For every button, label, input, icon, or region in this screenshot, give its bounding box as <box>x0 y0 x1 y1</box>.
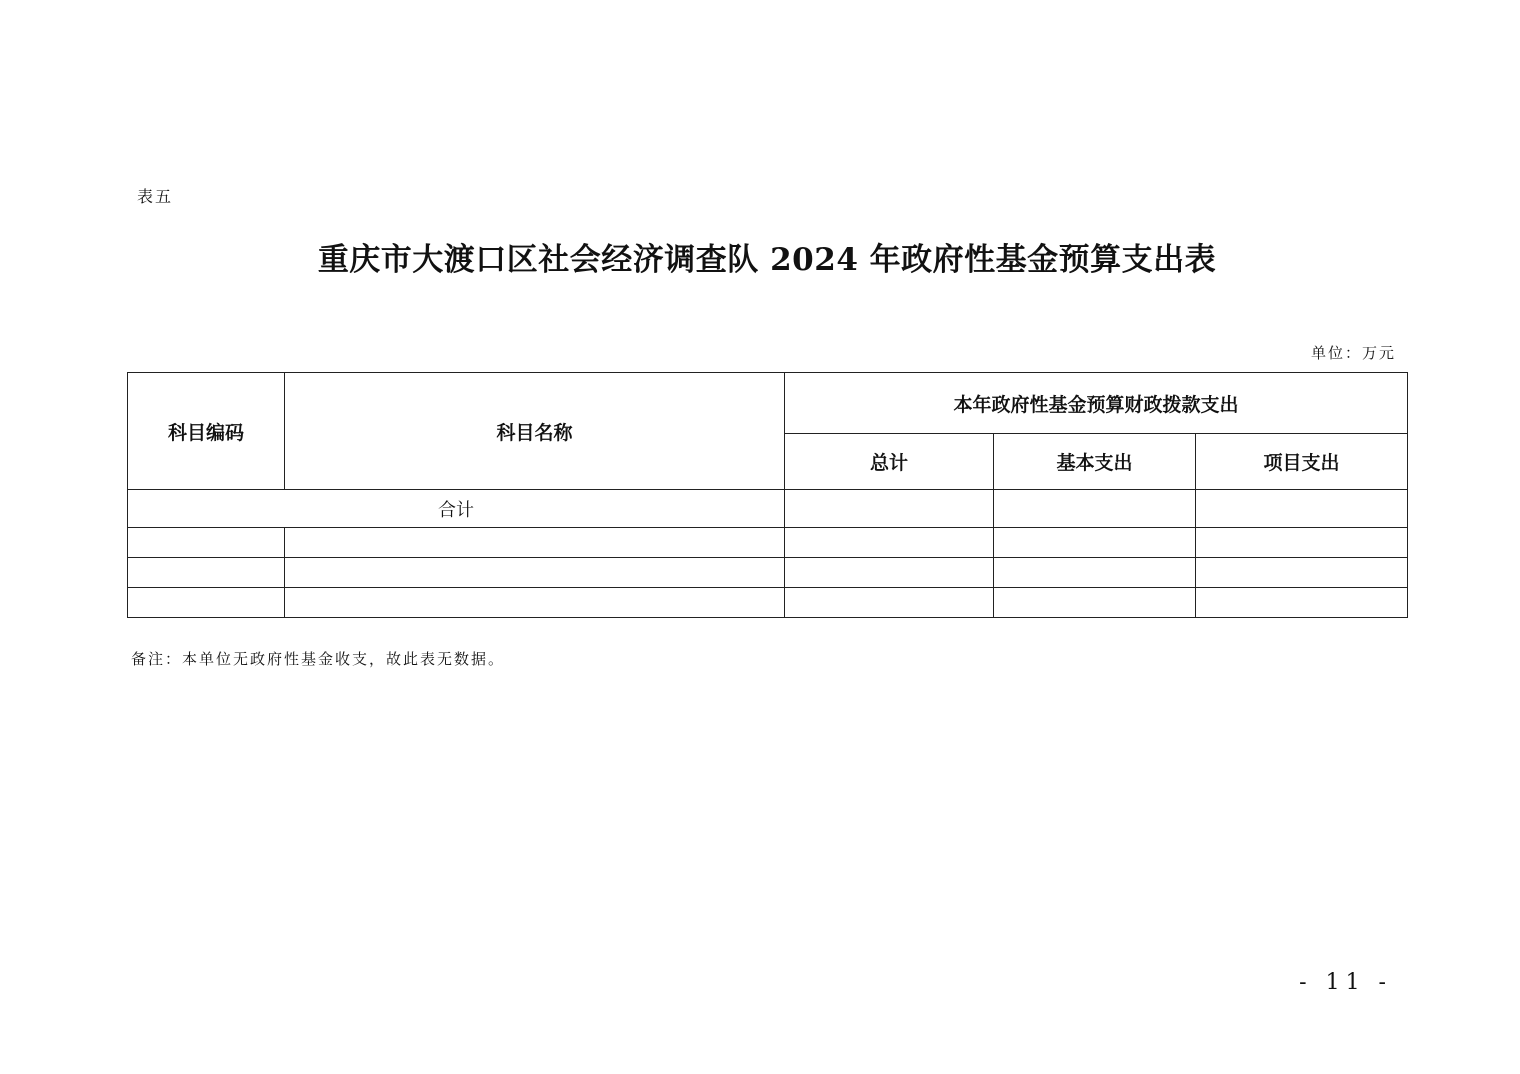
budget-table <box>127 372 1408 618</box>
header-row-1 <box>128 373 1408 434</box>
cell-name <box>285 528 785 558</box>
cell-total <box>785 588 994 618</box>
header-subject-code: 科目编码 <box>128 373 285 490</box>
cell-name <box>285 558 785 588</box>
header-project-expenditure: 项目支出 <box>1196 434 1408 490</box>
header-fund-expenditure-group: 本年政府性基金预算财政拨款支出 <box>785 373 1408 434</box>
unit-note: 单位：万元 <box>1310 344 1396 362</box>
cell-name <box>285 588 785 618</box>
cell-basic <box>994 588 1196 618</box>
cell-basic <box>994 558 1196 588</box>
remark-note: 备注：本单位无政府性基金收支，故此表无数据。 <box>131 650 506 668</box>
cell-code <box>128 528 285 558</box>
cell-code <box>128 558 285 588</box>
cell-project <box>1196 588 1408 618</box>
total-row-basic <box>994 490 1196 528</box>
cell-code <box>128 588 285 618</box>
document-title: 重庆市大渡口区社会经济调查队 2024 年政府性基金预算支出表 <box>317 242 1217 278</box>
table-row <box>128 588 1408 618</box>
table-row <box>128 528 1408 558</box>
table-label: 表五 <box>137 187 174 206</box>
total-row <box>128 490 1408 528</box>
cell-total <box>785 528 994 558</box>
cell-basic <box>994 528 1196 558</box>
total-row-total <box>785 490 994 528</box>
table-row <box>128 558 1408 588</box>
cell-project <box>1196 558 1408 588</box>
cell-project <box>1196 528 1408 558</box>
header-total: 总计 <box>785 434 994 490</box>
cell-total <box>785 558 994 588</box>
page-number: - 11 - <box>1299 970 1392 995</box>
total-row-project <box>1196 490 1408 528</box>
header-subject-name: 科目名称 <box>285 373 785 490</box>
header-basic-expenditure: 基本支出 <box>994 434 1196 490</box>
total-row-label: 合计 <box>128 490 785 528</box>
